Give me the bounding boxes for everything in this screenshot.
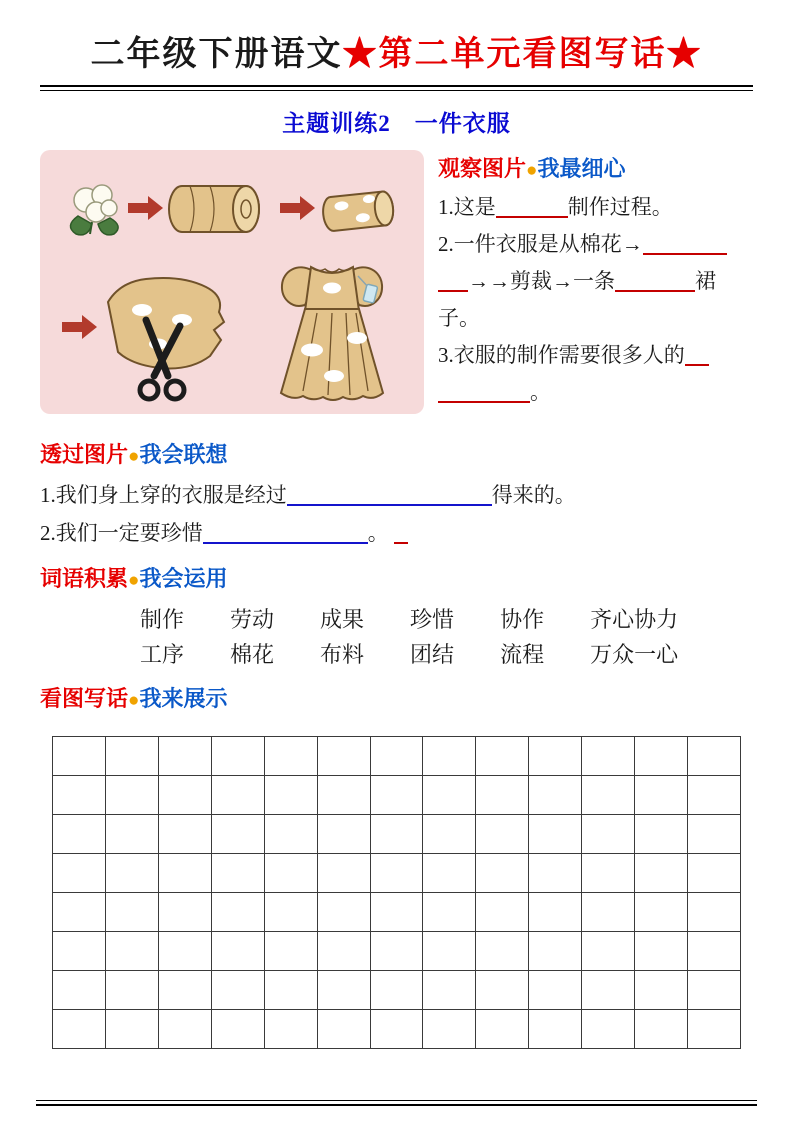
- dress-icon: [281, 267, 383, 400]
- grid-cell: [53, 854, 106, 893]
- grid-cell: [423, 893, 476, 932]
- question-line: [438, 263, 753, 300]
- word-row: [140, 637, 753, 672]
- grid-cell: [688, 1010, 741, 1049]
- footer-divider: [36, 1100, 757, 1106]
- grid-cell: [688, 776, 741, 815]
- grid-cell: [688, 932, 741, 971]
- grid-cell: [106, 932, 159, 971]
- grid-cell: [635, 815, 688, 854]
- grid-cell: [476, 737, 529, 776]
- question-text: 1.我们身上穿的衣服是经过: [40, 483, 287, 507]
- fill-blank: [394, 528, 408, 544]
- question-line: [438, 300, 753, 337]
- grid-cell: [371, 932, 424, 971]
- grid-cell: [265, 776, 318, 815]
- grid-cell: [529, 776, 582, 815]
- grid-cell: [106, 971, 159, 1010]
- grid-cell: [529, 815, 582, 854]
- grid-cell: [159, 971, 212, 1010]
- grid-cell: [106, 1010, 159, 1049]
- process-illustration: [40, 150, 424, 414]
- grid-cell: [212, 737, 265, 776]
- grid-cell: [318, 932, 371, 971]
- grid-cell: [476, 893, 529, 932]
- grid-cell: [582, 854, 635, 893]
- bullet-icon: ●: [128, 570, 140, 591]
- grid-cell: [635, 776, 688, 815]
- grid-cell: [371, 854, 424, 893]
- question-text: 2.一件衣服是从棉花→: [438, 232, 643, 256]
- grid-cell: [159, 893, 212, 932]
- word-item: 制作: [140, 607, 185, 632]
- fill-blank: [643, 239, 727, 255]
- words-section: [40, 560, 753, 672]
- grid-cell: [371, 815, 424, 854]
- fill-blank: [496, 202, 568, 218]
- arrow-right-icon: [128, 196, 163, 220]
- bullet-icon: ●: [128, 446, 140, 467]
- question-text: 2.我们一定要珍惜: [40, 521, 203, 545]
- grid-cell: [635, 1010, 688, 1049]
- associate-heading-blue: 我会联想: [139, 442, 228, 467]
- writing-heading-red: 看图写话: [40, 686, 129, 711]
- question-line: [438, 226, 753, 263]
- grid-cell: [529, 854, 582, 893]
- associate-heading: [40, 436, 753, 476]
- word-item: 团结: [410, 642, 455, 667]
- question-text: 3.衣服的制作需要很多人的: [438, 343, 685, 367]
- grid-cell: [423, 815, 476, 854]
- writing-grid: [52, 736, 741, 1049]
- grid-cell: [688, 737, 741, 776]
- grid-cell: [635, 737, 688, 776]
- grid-cell: [529, 932, 582, 971]
- question-text: 裙: [695, 269, 716, 293]
- grid-cell: [318, 737, 371, 776]
- fill-blank: [438, 387, 530, 403]
- grid-cell: [265, 971, 318, 1010]
- grid-cell: [635, 971, 688, 1010]
- question-text: 制作过程。: [567, 195, 673, 219]
- grid-cell: [529, 1010, 582, 1049]
- grid-cell: [371, 971, 424, 1010]
- grid-cell: [265, 815, 318, 854]
- grid-cell: [318, 893, 371, 932]
- grid-cell: [212, 1010, 265, 1049]
- question-text: 。: [367, 521, 389, 545]
- grid-cell: [212, 815, 265, 854]
- bullet-icon: ●: [128, 690, 140, 711]
- word-item: 流程: [500, 642, 545, 667]
- grid-cell: [582, 776, 635, 815]
- question-text: 得来的。: [491, 483, 576, 507]
- grid-cell: [476, 815, 529, 854]
- grid-cell: [423, 932, 476, 971]
- question-line: [40, 514, 753, 552]
- question-text: 。: [530, 380, 551, 404]
- question-text: →→剪裁→一条: [468, 269, 615, 293]
- grid-cell: [53, 815, 106, 854]
- grid-cell: [529, 737, 582, 776]
- word-item: 万众一心: [590, 642, 679, 667]
- page-title: [40, 26, 753, 75]
- grid-cell: [582, 893, 635, 932]
- fill-blank: [685, 350, 709, 366]
- word-item: 布料: [320, 642, 365, 667]
- grid-cell: [688, 815, 741, 854]
- grid-cell: [106, 737, 159, 776]
- grid-cell: [423, 854, 476, 893]
- grid-cell: [635, 854, 688, 893]
- lesson-subtitle: 主题训练2 一件衣服: [282, 111, 511, 136]
- arrow-right-icon: [280, 196, 315, 220]
- arrow-right-icon: [62, 315, 97, 339]
- grid-cell: [53, 776, 106, 815]
- question-line: [438, 337, 753, 374]
- grid-cell: [318, 1010, 371, 1049]
- grid-cell: [423, 1010, 476, 1049]
- grid-cell: [159, 1010, 212, 1049]
- grid-cell: [318, 776, 371, 815]
- patterned-fabric-roll-icon: [322, 191, 395, 232]
- grid-cell: [476, 1010, 529, 1049]
- top-content-row: [40, 150, 753, 414]
- grid-cell: [423, 776, 476, 815]
- grid-cell: [688, 893, 741, 932]
- grid-cell: [53, 893, 106, 932]
- grid-cell: [53, 737, 106, 776]
- observe-section: [438, 150, 753, 414]
- writing-heading: [40, 680, 753, 720]
- word-item: 棉花: [230, 642, 275, 667]
- grid-cell: [371, 1010, 424, 1049]
- grid-cell: [106, 776, 159, 815]
- grid-cell: [159, 737, 212, 776]
- fill-blank: [615, 276, 695, 292]
- word-item: 工序: [140, 642, 185, 667]
- word-list: [40, 602, 753, 672]
- observe-heading-red: 观察图片: [438, 156, 527, 181]
- grid-cell: [423, 737, 476, 776]
- words-heading-red: 词语积累: [40, 566, 129, 591]
- grid-cell: [159, 815, 212, 854]
- fill-blank: [438, 276, 468, 292]
- grid-cell: [582, 737, 635, 776]
- word-item: 协作: [500, 607, 545, 632]
- grid-cell: [212, 776, 265, 815]
- bullet-icon: ●: [526, 160, 538, 181]
- grid-cell: [265, 932, 318, 971]
- grid-cell: [476, 776, 529, 815]
- associate-heading-red: 透过图片: [40, 442, 129, 467]
- question-line: [40, 476, 753, 514]
- grid-cell: [371, 776, 424, 815]
- word-item: 珍惜: [410, 607, 455, 632]
- grid-cell: [212, 971, 265, 1010]
- grid-cell: [371, 737, 424, 776]
- grid-cell: [423, 971, 476, 1010]
- grid-cell: [265, 1010, 318, 1049]
- grid-cell: [688, 971, 741, 1010]
- grid-cell: [212, 932, 265, 971]
- writing-section: [40, 680, 753, 1049]
- page-title-red: ★第二单元看图写话★: [342, 36, 703, 73]
- grid-cell: [318, 815, 371, 854]
- grid-cell: [318, 854, 371, 893]
- grid-cell: [476, 971, 529, 1010]
- grid-cell: [106, 815, 159, 854]
- grid-cell: [582, 1010, 635, 1049]
- grid-cell: [212, 854, 265, 893]
- grid-cell: [53, 1010, 106, 1049]
- grid-cell: [159, 776, 212, 815]
- grid-cell: [635, 932, 688, 971]
- grid-cell: [371, 893, 424, 932]
- grid-cell: [635, 893, 688, 932]
- grid-cell: [688, 854, 741, 893]
- fill-blank: [203, 528, 368, 544]
- illustration-panel: [40, 150, 424, 414]
- grid-cell: [529, 971, 582, 1010]
- grid-cell: [582, 971, 635, 1010]
- observe-heading: [438, 150, 753, 189]
- grid-cell: [106, 893, 159, 932]
- page-title-black: 二年级下册语文: [90, 36, 343, 73]
- grid-cell: [159, 932, 212, 971]
- grid-cell: [53, 932, 106, 971]
- question-text: 1.这是: [438, 195, 496, 219]
- observe-heading-blue: 我最细心: [537, 156, 626, 181]
- word-item: 齐心协力: [590, 607, 679, 632]
- grid-cell: [265, 854, 318, 893]
- grid-cell: [529, 893, 582, 932]
- grid-cell: [582, 932, 635, 971]
- grid-cell: [265, 893, 318, 932]
- question-text: 子。: [438, 306, 480, 330]
- header-divider: [40, 85, 753, 91]
- associate-section: [40, 436, 753, 552]
- grid-cell: [265, 737, 318, 776]
- grid-cell: [318, 971, 371, 1010]
- word-row: [140, 602, 753, 637]
- writing-heading-blue: 我来展示: [139, 686, 228, 711]
- word-item: 劳动: [230, 607, 275, 632]
- grid-cell: [476, 932, 529, 971]
- grid-cell: [476, 854, 529, 893]
- grid-cell: [159, 854, 212, 893]
- words-heading-blue: 我会运用: [139, 566, 228, 591]
- question-line: [438, 189, 753, 226]
- fill-blank: [287, 490, 492, 506]
- grid-cell: [106, 854, 159, 893]
- word-item: 成果: [320, 607, 365, 632]
- grid-cell: [212, 893, 265, 932]
- fabric-roll-icon: [169, 186, 259, 232]
- grid-cell: [53, 971, 106, 1010]
- cotton-flower-icon: [70, 185, 118, 235]
- grid-cell: [582, 815, 635, 854]
- words-heading: [40, 560, 753, 600]
- question-line: [438, 374, 753, 411]
